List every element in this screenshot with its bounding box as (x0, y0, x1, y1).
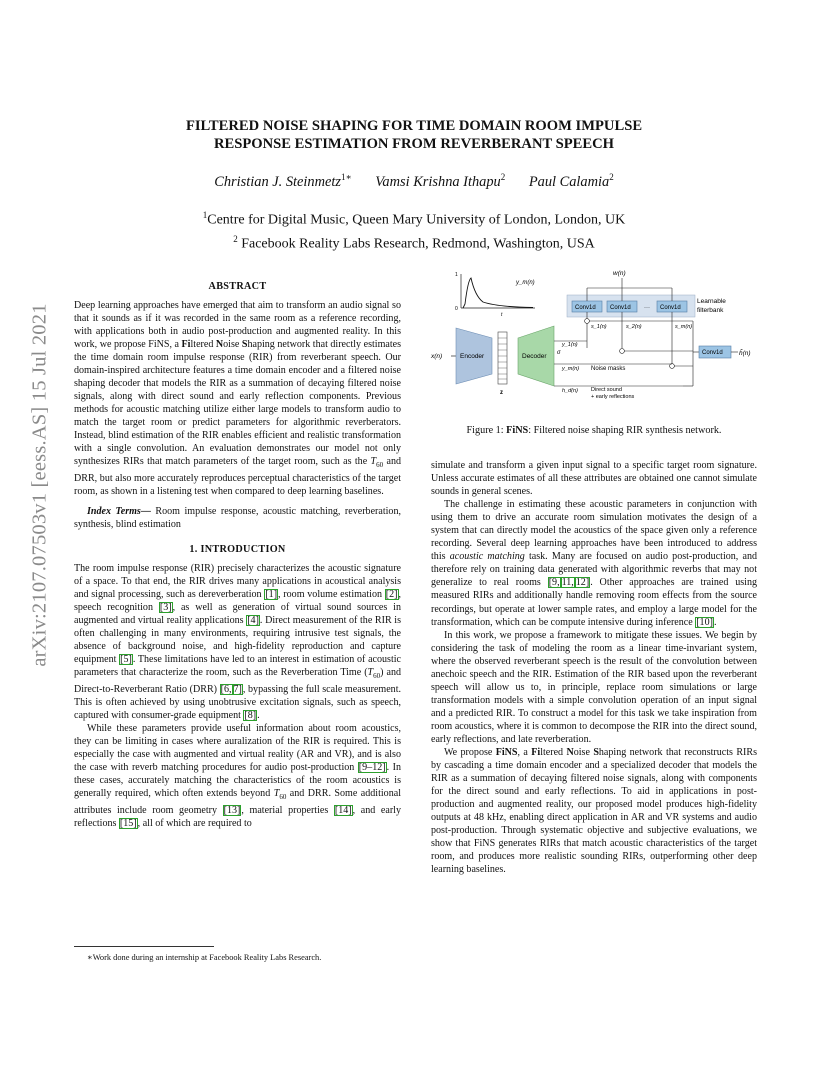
conv1d-label-1: Conv1d (575, 305, 596, 311)
citation-link[interactable]: [6, (220, 684, 232, 695)
citation-link[interactable]: [9, (548, 577, 560, 589)
plot-ym-label: y_m(n) (516, 280, 535, 286)
rir-plot (455, 272, 535, 318)
citation-link[interactable]: [5] (120, 654, 132, 665)
author-2: Vamsi Krishna Ithapu$^2$ (375, 172, 506, 190)
author-3: Paul Calamia$^2$ (528, 172, 614, 190)
direct-label-1: Direct sound (591, 387, 622, 393)
citation-link[interactable]: [4] (247, 615, 259, 626)
footnote (74, 946, 401, 963)
citation-link[interactable]: [13] (223, 805, 241, 816)
citation-link[interactable]: [10] (696, 616, 713, 628)
author-list (0, 172, 828, 191)
citation-link[interactable]: [1] (265, 589, 278, 600)
sigma-label: σ (557, 350, 561, 356)
plot-y-max: 1 (455, 272, 458, 278)
y1-label: y_1(n) (562, 342, 578, 348)
citation-link[interactable]: 12] (575, 577, 590, 589)
noise-masks-label: Noise masks (591, 366, 626, 372)
figure-caption: Figure 1: FiNS: Filtered noise shaping RIR synthesis network. (466, 425, 722, 436)
paper-title (0, 117, 828, 153)
hd-label: h_d(n) (562, 388, 578, 394)
intro-heading: 1. INTRODUCTION (189, 544, 286, 555)
arxiv-stamp: arXiv:2107.07503v1 [eess.AS] 15 Jul 2021 (28, 303, 51, 667)
latent-vector (498, 332, 507, 396)
sm-label: s_m(n) (675, 324, 693, 330)
s1-label: s_1(n) (591, 324, 607, 330)
conv1d-label-3: Conv1d (660, 305, 681, 311)
ym-label: y_m(n) (562, 366, 580, 372)
filterbank-label-1: Learnable (697, 298, 726, 305)
citation-link[interactable]: [3] (159, 602, 172, 613)
output-conv1d-label: Conv1d (702, 350, 723, 356)
encoder-label: Encoder (460, 353, 485, 360)
index-terms: Index Terms— Room impulse response, acoustic matching, reverberation, synthesis, blind estimation (74, 506, 401, 530)
right-paragraph-0: simulate and transform a given input signal to a specific target room signature. Unless accurate estimates of all these attributes are obtained one cannot simulate sounds in general scenes. (431, 460, 757, 498)
filterbank-label-2: filterbank (697, 307, 724, 314)
author-1: Christian J. Steinmetz$^{1∗}$ (214, 172, 352, 190)
decoder-label: Decoder (522, 353, 547, 360)
citation-link[interactable]: [15] (119, 818, 137, 829)
citation-link[interactable]: [8] (244, 710, 257, 721)
title-line-2: RESPONSE ESTIMATION FROM REVERBERANT SPEECH (213, 136, 615, 152)
ellipsis-label: ··· (644, 305, 650, 311)
right-paragraph-2: In this work, we propose a framework to mitigate these issues. We begin by considering the task of modeling the room as a linear time-invariant system, where the observed reverberant speech is the result of the convolution between anechoic speech and the RIR. Estimation of the RIR based upon the reverberant speech will allow us to, in principle, replace room simulations or large transformation models with a simple convolution operation of an input signal and a predicted RIR. To construct a model for this task we take inspiration from room acoustics, where it is common to decompose the RIR into the direct sound, early reflections, and late reverberation. (431, 629, 757, 745)
plot-x-label: t (501, 312, 503, 318)
right-paragraph-3: We propose FiNS, a Filtered Noise Shaping network that reconstructs RIRs by cascading a time domain encoder and a specialized decoder that models the RIR as a summation of decaying filtered noise signals, along with components for the direct sound and early reflections. To aid in applications in post-production and augmented reality, our proposed model produces high-fidelity outputs at 48 kHz, enabling direct application in AR and VR systems and audio post-production. Through systematic objective and subjective evaluations, we show that FiNS generates RIRs that match acoustic characteristics of the target room, and produces more realistic sounding RIRs, outperforming other deep learning baselines. (431, 747, 757, 876)
left-column (74, 276, 401, 830)
citation-link[interactable]: [14] (334, 805, 352, 816)
plot-y-min: 0 (455, 306, 458, 312)
title-line-1: FILTERED NOISE SHAPING FOR TIME DOMAIN ROOM IMPULSE (185, 118, 643, 134)
intro-paragraph-1: The room impulse response (RIR) precisely characterizes the acoustic signature of a space. To that end, the RIR drives many applications in acoustical analysis and signal processing, such as dereverberation [1], room volume estimation [2], speech recognition [3], as well as generation of virtual sound sources in augmented and virtual reality applications [4]. Direct measurement of the RIR is often challenging in many environments, requiring intrusive test signals, the absence of background noise, and high-fidelity reproduction and capture equipment [5]. These limitations have led to an interest in estimation of acoustic parameters that characterize the room, such as the Reverberation Time $(T_{60})$ and Direct-to-Reverberant Ratio (DRR) [6, 7], bypassing the full scale measurement. This is often achieved by using unobtrusive excitation signals, such as speech, captured with consumer-grade equipment [8]. (74, 563, 402, 721)
citation-link[interactable]: [2] (385, 589, 398, 600)
latent-label: z (500, 390, 503, 396)
footnote-rule (74, 946, 214, 947)
right-column (431, 459, 757, 877)
affiliation-1: $^1$Centre for Digital Music, Queen Mary University of London, London, UK (202, 210, 626, 228)
citation-link[interactable]: [9–12] (358, 762, 386, 773)
input-signal-label: x(n) (431, 353, 443, 360)
s2-label: s_2(n) (626, 324, 642, 330)
citation-link[interactable]: 7] (233, 684, 242, 695)
figure-1-diagram (431, 266, 765, 412)
abstract-heading: ABSTRACT (208, 281, 267, 292)
citation-link[interactable]: 11, (561, 577, 574, 589)
footnote-text: ∗Work done during an internship at Facebook Reality Labs Research. (87, 953, 322, 962)
intro-paragraph-2: While these parameters provide useful information about room acoustics, they can be limiting in cases where auralization of the RIR is required. This is especially the case with augmented and virtual reality (AR and VR), and is also the case with reverb matching procedures for audio post-production [9–12]. In these cases, accurately matching the characteristics of the room acoustics is generally required, which often extends beyond $T_{60}$ and DRR. Some additional attributes include room geometry [13], material properties [14], and early reflections [15], all of which are required to (74, 723, 402, 829)
direct-label-2: + early reflections (591, 394, 635, 400)
abstract-body: Deep learning approaches have emerged that aim to transform an audio signal so that it sounds as if it was recorded in the same room as a reference recording, with applications both in audio post-production and augmented reality. In this work, we propose FiNS, a Filtered Noise Shaping network that directly estimates the time domain room impulse response (RIR) from reverberant speech. Our domain-inspired architecture features a time domain encoder and a filtered noise shaping decoder that models the RIR as a summation of decaying filtered noise signals, along with direct sound and early reflection components. Previous methods for acoustic matching utilize either large models to transform audio to match the target room or predict parameters for algorithmic reverberators. Instead, blind estimation of the RIR enables efficient and realistic transformation with a single convolution. An evaluation demonstrates our model not only synthesizes RIRs that match parameters of the target room, such as the $T_{60}$ and DRR, but also more accurately reproduces perceptual characteristics of the target room, as shown in a listening test when compared to deep learning baselines. (74, 300, 401, 497)
affiliations (0, 206, 828, 253)
noise-input-label: w(n) (613, 270, 626, 277)
conv1d-label-2: Conv1d (610, 305, 631, 311)
right-paragraph-1: The challenge in estimating these acoustic parameters in conjunction with using them to drive an accurate room simulation motivates the design of a system that can directly model the acoustics of the space given only a reference recording. Several deep learning approaches have been introduced to address this acoustic matching task. Many are focused on audio post-production, and therefore rely on training data generated with algorithmic reverbs that may not generalize to real rooms [9, 11, 12]. Other approaches are trained using measured RIRs and additionally handle removing room effects from the source recordings, but operate at lower sample rates, and employ a large model for the transformation, which can be compute intensive during inference [10]. (431, 499, 758, 628)
output-signal-label: ĥ(n) (739, 350, 751, 357)
affiliation-2: $^2$ Facebook Reality Labs Research, Redmond, Washington, USA (233, 233, 595, 252)
